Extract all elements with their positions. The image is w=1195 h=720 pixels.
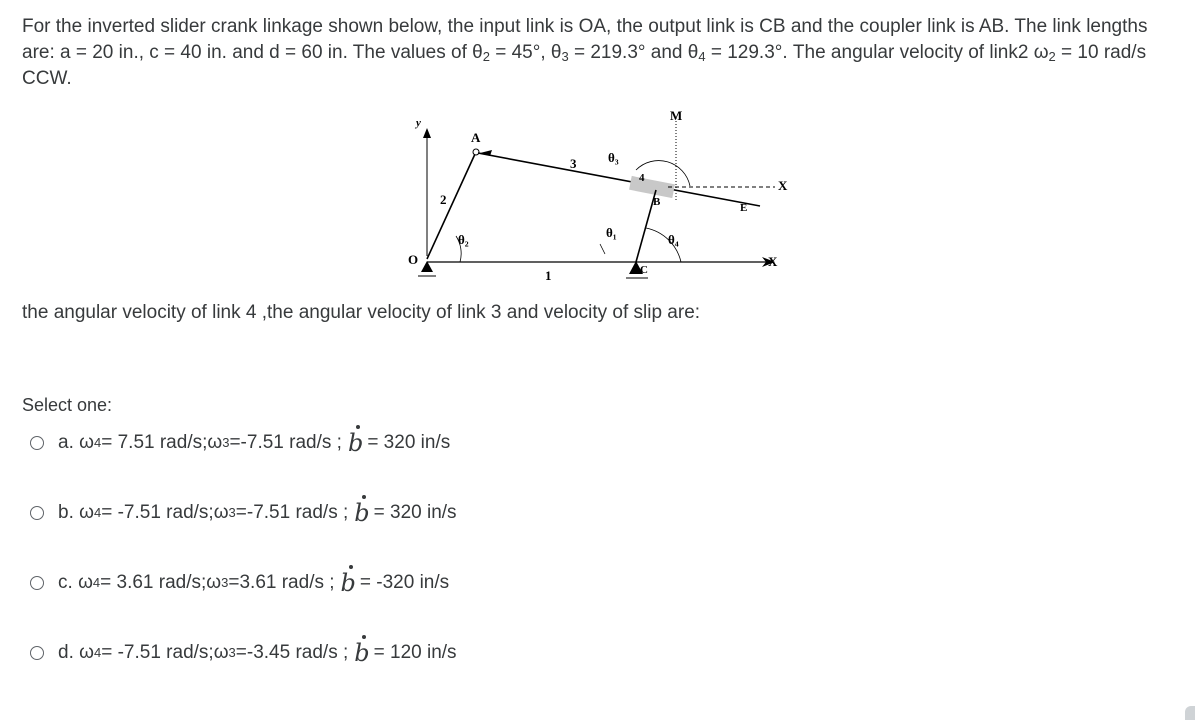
joint-A (473, 149, 479, 155)
omega-symbol: ω (79, 502, 94, 523)
label-O: O (408, 252, 419, 267)
option-w3: =-3.45 rad/s ; (235, 642, 349, 663)
y-arrow (423, 128, 431, 138)
label-B: B (653, 196, 661, 208)
option-b[interactable]: b. ω 4 = -7.51 rad/s; ω 3 =-7.51 rad/s ; b = 320 in/s (30, 496, 457, 530)
option-w4: = 7.51 rad/s; (101, 432, 208, 453)
ground-pivot-O (421, 261, 433, 272)
omega-symbol: ω (207, 432, 223, 453)
question-part: For the inverted slider crank linkage shown below, the input link is OA, the output link is CB and the coupler link is AB. The link lengths are: a = 20 in., c = 40 in. and d = 60 in. The values of θ (22, 16, 1148, 63)
option-letter: a. (58, 432, 74, 453)
option-w3: =-7.51 rad/s ; (229, 432, 342, 453)
label-link-3: 3 (570, 156, 577, 171)
radio-button[interactable] (30, 506, 44, 520)
link-3 (478, 153, 760, 206)
b-dot-symbol: b (340, 569, 356, 597)
linkage-svg (400, 104, 800, 294)
option-w3: =3.61 rad/s ; (228, 572, 335, 593)
question-part: = 219.3° and θ (568, 42, 699, 63)
label-X-lower: X (768, 254, 778, 269)
option-letter: b. (58, 502, 74, 523)
option-bdot: = -320 in/s (359, 572, 450, 593)
omega-symbol: ω (78, 572, 93, 593)
b-dot-symbol: b (354, 639, 370, 667)
linkage-diagram (400, 104, 800, 299)
option-letter: d. (58, 642, 74, 663)
option-bdot: = 120 in/s (373, 642, 457, 663)
omega-symbol: ω (79, 432, 94, 453)
option-bdot: = 320 in/s (367, 432, 451, 453)
side-panel-tab[interactable] (1185, 706, 1195, 720)
label-link-4: 4 (639, 172, 645, 184)
subscript: 4 (698, 49, 706, 64)
option-letter: c. (58, 572, 73, 593)
omega-symbol: ω (213, 642, 229, 663)
label-M: M (670, 108, 683, 123)
question-part: = 45°, θ (489, 42, 562, 63)
omega-symbol: ω (213, 502, 229, 523)
subscript: 2 (1048, 49, 1056, 64)
question-part: = 129.3°. The angular velocity of link2 ω (705, 42, 1049, 63)
label-y: y (416, 117, 421, 129)
label-link-1: 1 (545, 268, 552, 283)
question-part: = 10 rad/s CCW. (22, 42, 1147, 89)
option-a[interactable]: a. ω 4 = 7.51 rad/s; ω 3 =-7.51 rad/s ; b = 320 in/s (30, 426, 450, 460)
label-theta-3: θ₃ (608, 150, 619, 165)
sub-question: the angular velocity of link 4 ,the angular velocity of link 3 and velocity of slip are: (22, 302, 701, 323)
label-C: C (640, 264, 648, 276)
option-w4: = 3.61 rad/s; (100, 572, 207, 593)
option-bdot: = 320 in/s (373, 502, 457, 523)
omega-symbol: ω (79, 642, 94, 663)
b-dot-symbol: b (354, 499, 370, 527)
option-c[interactable]: c. ω 4 = 3.61 rad/s; ω 3 =3.61 rad/s ; b = -320 in/s (30, 566, 449, 600)
select-one-label: Select one: (22, 395, 113, 415)
label-A: A (471, 130, 481, 145)
theta1-pointer (600, 244, 605, 254)
option-d[interactable]: d. ω 4 = -7.51 rad/s; ω 3 =-3.45 rad/s ; b = 120 in/s (30, 636, 457, 670)
option-w4: = -7.51 rad/s; (101, 502, 214, 523)
radio-button[interactable] (30, 576, 44, 590)
question-text (22, 14, 1182, 92)
label-theta-2: θ₂ (458, 232, 469, 247)
radio-button[interactable] (30, 646, 44, 660)
subscript: 2 (482, 49, 490, 64)
label-theta-4: θ₄ (668, 232, 679, 247)
omega-symbol: ω (206, 572, 222, 593)
label-X-upper: X (778, 178, 788, 193)
subscript: 3 (561, 49, 569, 64)
option-w4: = -7.51 rad/s; (101, 642, 214, 663)
label-theta-1: θ₁ (606, 225, 617, 240)
label-E: E (740, 202, 748, 214)
option-w3: =-7.51 rad/s ; (235, 502, 349, 523)
b-dot-symbol: b (347, 429, 364, 457)
label-link-2: 2 (440, 192, 447, 207)
radio-button[interactable] (30, 436, 44, 450)
